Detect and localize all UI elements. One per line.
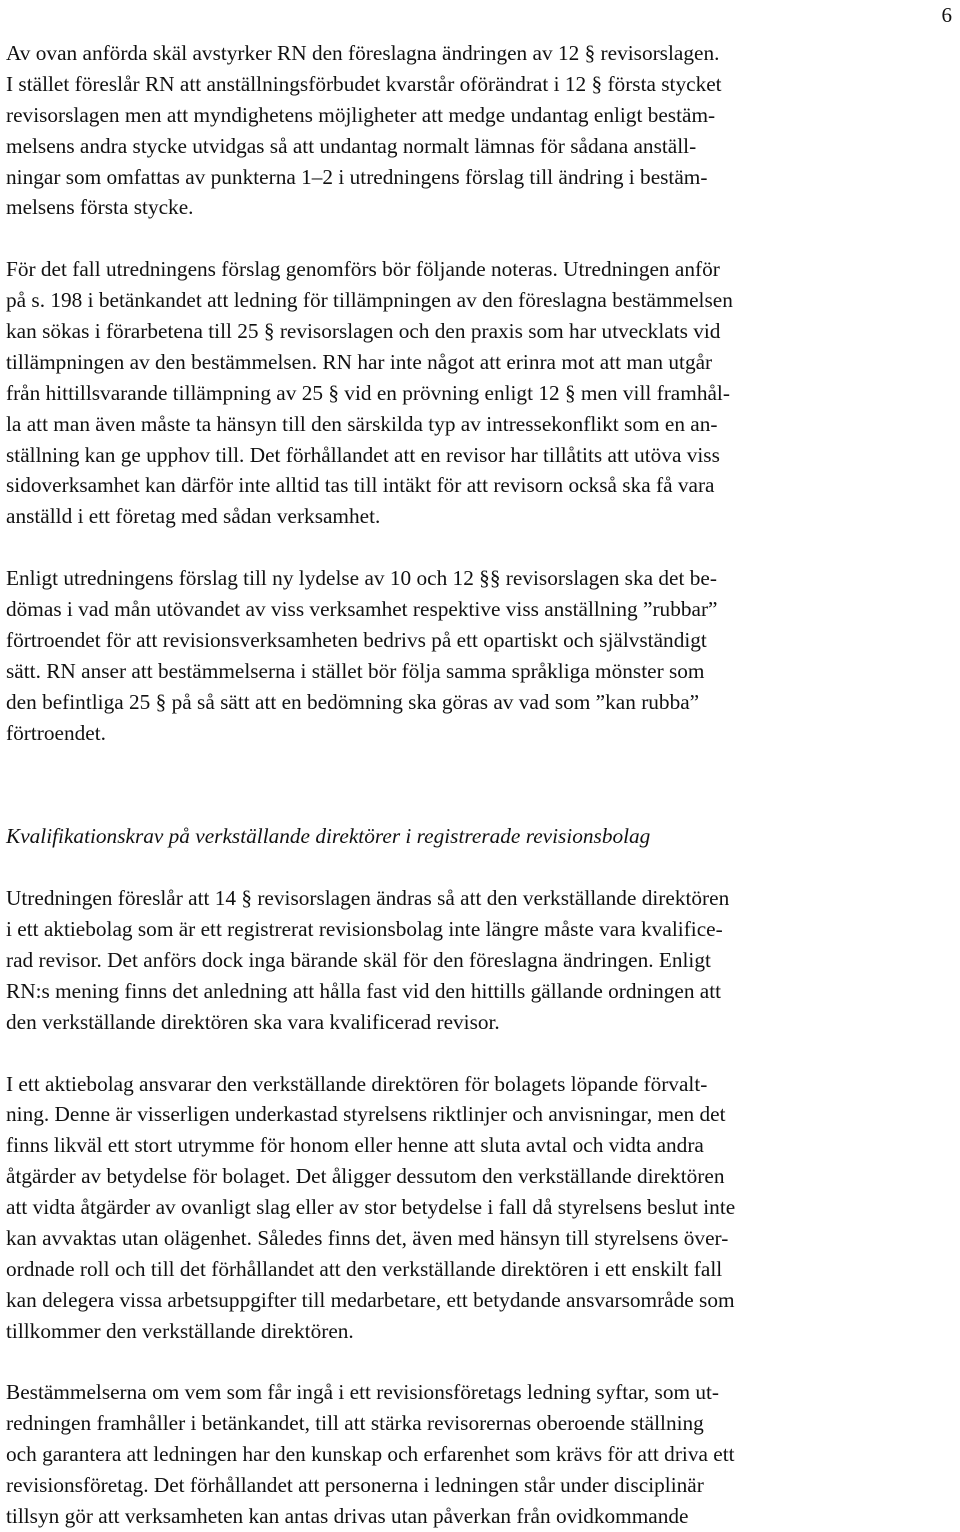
text-line: kan sökas i förarbetena till 25 § revisorslagen och den praxis som har utvecklats vid xyxy=(6,319,721,344)
text-line: sidoverksamhet kan därför inte alltid tas till intäkt för att revisorn också ska få vara xyxy=(6,473,715,498)
text-line: dömas i vad mån utövandet av viss verksamhet respektive viss anställning ”rubbar” xyxy=(6,597,718,622)
text-line: RN:s mening finns det anledning att hålla fast vid den hittills gällande ordningen att xyxy=(6,978,722,1003)
page-number: 6 xyxy=(941,3,952,27)
text-line: revisionsföretag. Det förhållandet att personerna i ledningen står under disciplinär xyxy=(6,1473,704,1498)
paragraph xyxy=(6,254,926,532)
text-line: Utredningen föreslår att 14 § revisorslagen ändras så att den verkställande direktören xyxy=(6,886,730,911)
text-line: tillsyn gör att verksamheten kan antas drivas utan påverkan från ovidkommande xyxy=(6,1503,689,1528)
text-line: ning. Denne är visserligen underkastad styrelsens riktlinjer och anvisningar, men det xyxy=(6,1102,726,1127)
text-line: förtroendet. xyxy=(6,720,106,745)
text-line: från hittillsvarande tillämpning av 25 § vid en prövning enligt 12 § men vill framhål- xyxy=(6,380,730,405)
text-line: Av ovan anförda skäl avstyrker RN den föreslagna ändringen av 12 § revisorslagen. xyxy=(6,41,720,65)
text-line: anställd i ett företag med sådan verksamhet. xyxy=(6,504,381,529)
text-line: förtroendet för att revisionsverksamheten bedrivs på ett opartiskt och självständigt xyxy=(6,627,707,652)
text-line: redningen framhåller i betänkandet, till att stärka revisorernas oberoende ställning xyxy=(6,1411,704,1436)
text-line: ningar som omfattas av punkterna 1–2 i utredningens förslag till ändring i bestäm- xyxy=(6,164,708,189)
text-line: ställning kan ge upphov till. Det förhållandet att en revisor har tillåtits att utöva viss xyxy=(6,442,720,467)
text-line: I stället föreslår RN att anställningsförbudet kvarstår oförändrat i 12 § första stycket xyxy=(6,71,722,96)
text-line: I ett aktiebolag ansvarar den verkställande direktören för bolagets löpande förvalt- xyxy=(6,1071,708,1096)
text-line: finns likväl ett stort utrymme för honom eller henne att sluta avtal och vidta andra xyxy=(6,1133,704,1158)
section-heading: Kvalifikationskrav på verkställande direktörer i registrerade revisionsbolag xyxy=(6,824,651,849)
paragraph xyxy=(6,563,926,748)
text-line: sätt. RN anser att bestämmelserna i stället bör följa samma språkliga mönster som xyxy=(6,658,705,683)
text-line: och garantera att ledningen har den kunskap och erfarenhet som krävs för att driva ett xyxy=(6,1442,735,1467)
text-line: ordnade roll och till det förhållandet att den verkställande direktören i ett enskilt fall xyxy=(6,1256,723,1281)
text-line: tillämpningen av den bestämmelsen. RN har inte något att erinra mot att man utgår xyxy=(6,349,713,374)
paragraph xyxy=(6,1377,926,1531)
text-line: i ett aktiebolag som är ett registrerat revisionsbolag inte längre måste vara kvalifice- xyxy=(6,917,723,942)
text-line: melsens första stycke. xyxy=(6,195,194,220)
text-line: la att man även måste ta hänsyn till den särskilda typ av intressekonflikt som en an- xyxy=(6,411,718,436)
text-line: den befintliga 25 § på så sätt att en bedömning ska göras av vad som ”kan rubba” xyxy=(6,689,700,714)
paragraph xyxy=(6,883,926,1037)
document-body xyxy=(6,38,926,1532)
text-line: Enligt utredningens förslag till ny lydelse av 10 och 12 §§ revisorslagen ska det be- xyxy=(6,566,717,591)
text-line: Bestämmelserna om vem som får ingå i ett revisionsföretags ledning syftar, som ut- xyxy=(6,1380,720,1405)
text-line: revisorslagen men att myndighetens möjligheter att medge undantag enligt bestäm- xyxy=(6,102,716,127)
text-line: För det fall utredningens förslag genomförs bör följande noteras. Utredningen anför xyxy=(6,257,720,282)
text-line: kan delegera vissa arbetsuppgifter till medarbetare, ett betydande ansvarsområde som xyxy=(6,1287,735,1312)
text-line: melsens andra stycke utvidgas så att undantag normalt lämnas för sådana anställ- xyxy=(6,133,697,158)
text-line: den verkställande direktören ska vara kvalificerad revisor. xyxy=(6,1009,500,1034)
text-line: rad revisor. Det anförs dock inga bärande skäl för den föreslagna ändringen. Enligt xyxy=(6,947,711,972)
paragraph xyxy=(6,38,926,223)
text-line: på s. 198 i betänkandet att ledning för tillämpningen av den föreslagna bestämmelsen xyxy=(6,288,733,313)
text-line: åtgärder av betydelse för bolaget. Det åligger dessutom den verkställande direktören xyxy=(6,1164,725,1189)
text-line: att vidta åtgärder av ovanligt slag eller av stor betydelse i fall då styrelsens beslut inte xyxy=(6,1195,736,1220)
paragraph xyxy=(6,1069,926,1347)
text-line: tillkommer den verkställande direktören. xyxy=(6,1318,354,1343)
text-line: kan avvaktas utan olägenhet. Således finns det, även med hänsyn till styrelsens över- xyxy=(6,1225,729,1250)
